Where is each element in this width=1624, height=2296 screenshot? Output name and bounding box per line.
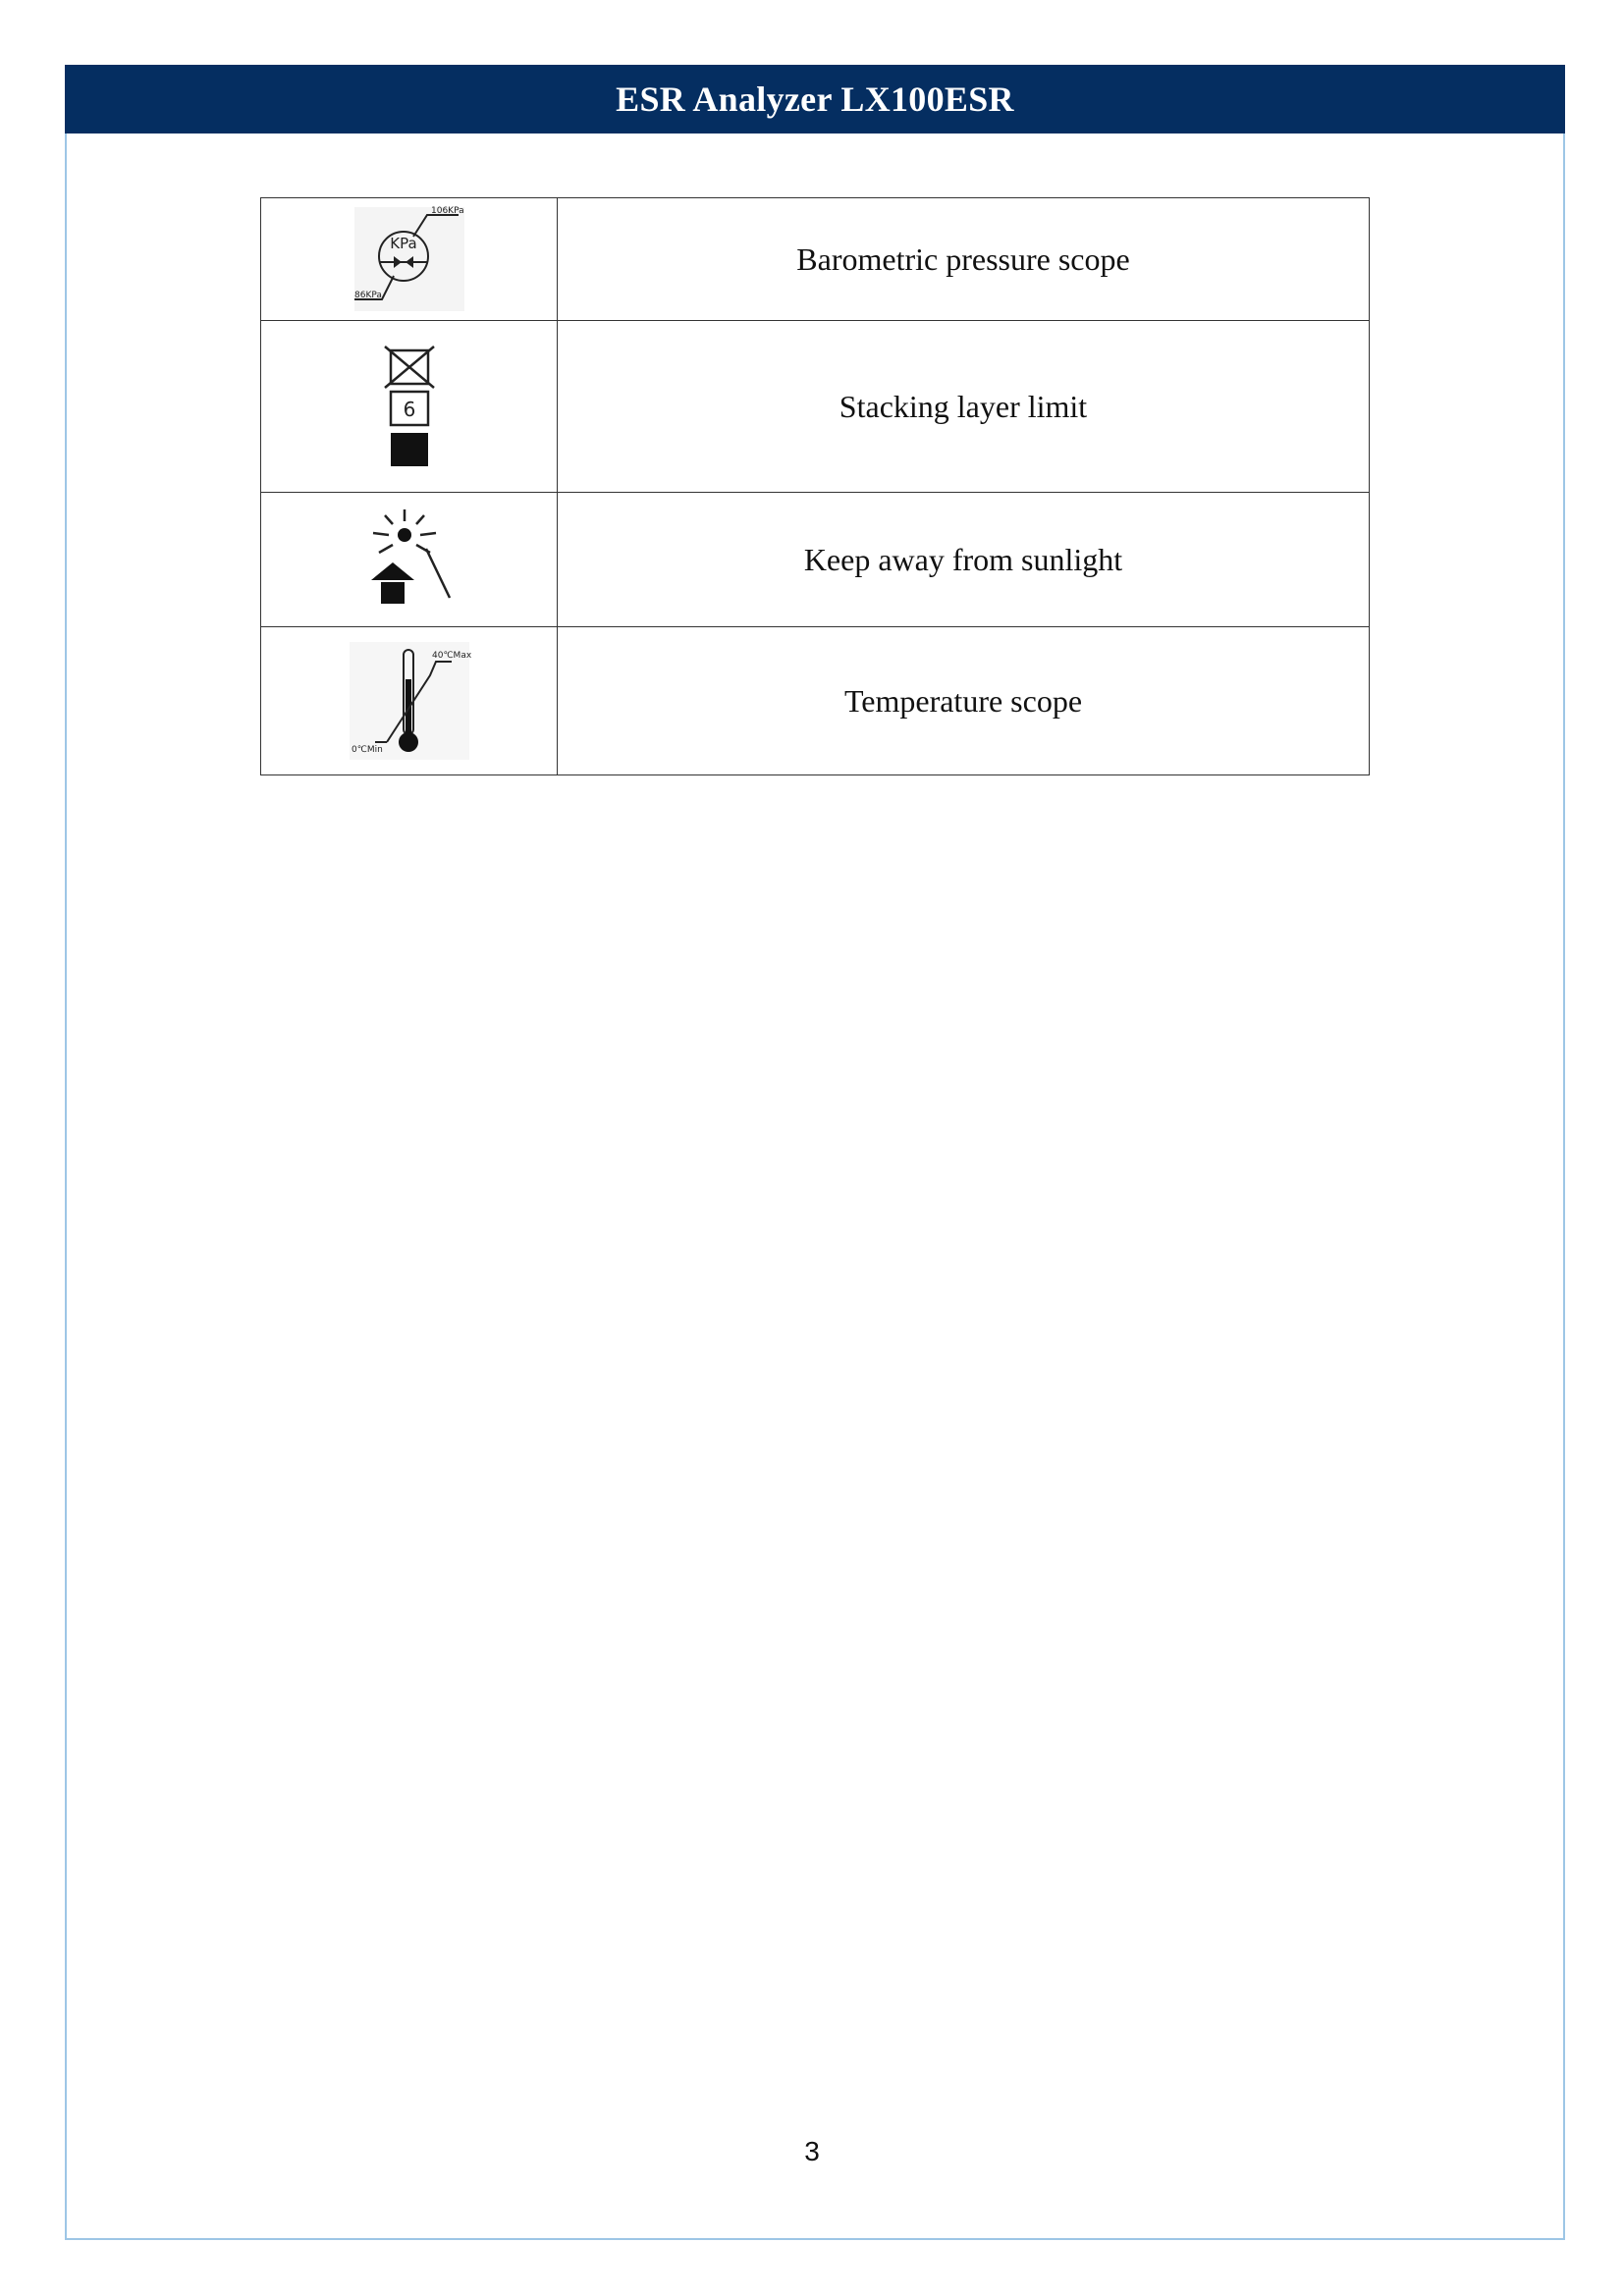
- page-title: ESR Analyzer LX100ESR: [616, 80, 1014, 119]
- symbol-label: Stacking layer limit: [558, 321, 1370, 493]
- stack-count-label: 6: [403, 398, 415, 421]
- table-row: [261, 627, 1370, 775]
- symbol-label: Temperature scope: [558, 627, 1370, 775]
- icon-cell: [261, 627, 558, 775]
- temp-min-label: 0℃Min: [351, 744, 383, 755]
- icon-cell: [261, 198, 558, 321]
- icon-cell: [261, 493, 558, 627]
- icon-cell: [261, 321, 558, 493]
- page-number: 3: [804, 2136, 820, 2166]
- pressure-max-label: 106KPa: [430, 206, 464, 216]
- stacking-limit-icon: [261, 343, 557, 470]
- symbol-label: Keep away from sunlight: [558, 493, 1370, 627]
- pressure-min-label: 86KPa: [353, 291, 382, 300]
- table-row: [261, 198, 1370, 321]
- symbols-table: [260, 197, 1370, 775]
- pressure-unit-label: KPa: [389, 235, 417, 252]
- symbol-label: Barometric pressure scope: [558, 198, 1370, 321]
- keep-away-from-sunlight-icon: [261, 506, 557, 614]
- table-row: [261, 493, 1370, 627]
- table-row: [261, 321, 1370, 493]
- temp-max-label: 40℃Max: [431, 650, 471, 661]
- barometric-pressure-icon: [261, 205, 557, 313]
- header-bar: [65, 65, 1565, 133]
- temperature-limit-icon: [261, 640, 557, 763]
